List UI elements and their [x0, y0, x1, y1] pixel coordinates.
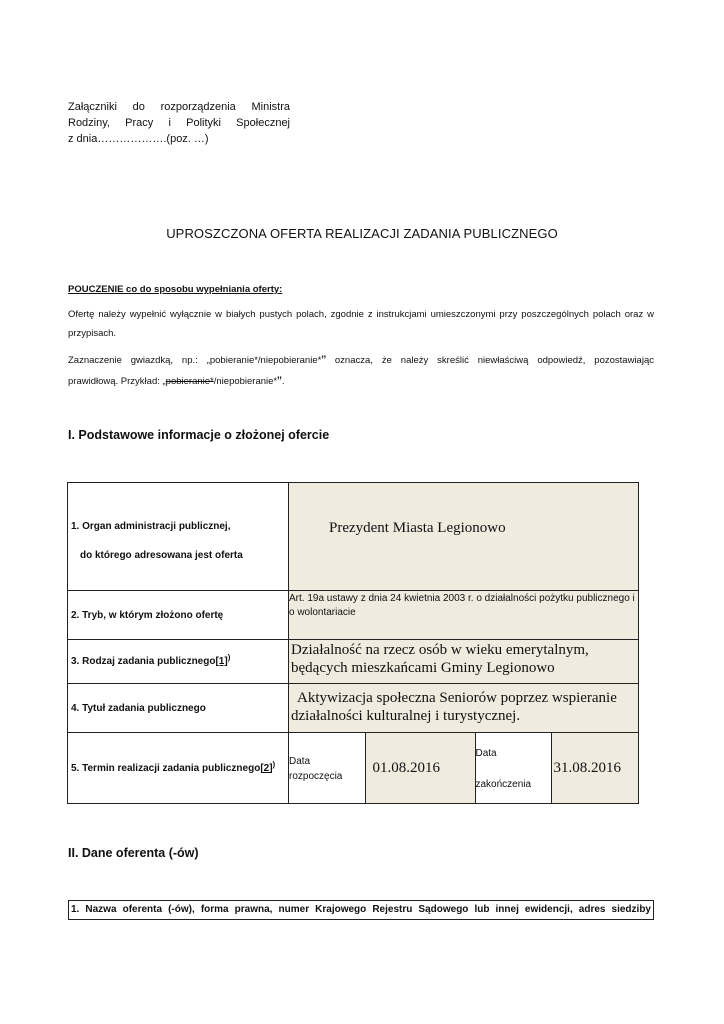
example-text-2: oznacza, że należy skreślić niewłaściwą odpowiedź, pozostawiając	[325, 355, 654, 366]
tytul-value-field[interactable]	[289, 684, 639, 733]
header-line-3: z dnia……………….(poz. …)	[68, 133, 209, 145]
oferent-name-row	[68, 900, 654, 920]
section-2-title: II. Dane oferenta (-ów)	[68, 846, 199, 860]
table-row-tytul	[68, 684, 639, 733]
table-row-tryb	[68, 591, 639, 640]
tytul-value: Aktywizacja społeczna Seniorów poprzez wspieranie działalności kulturalnej i turystycznej.	[291, 690, 617, 724]
footnote-marker-2: )	[272, 759, 276, 769]
organ-value: Prezydent Miasta Legionowo	[329, 520, 506, 536]
organ-value-field[interactable]	[289, 483, 639, 591]
organ-label-line-1: 1. Organ administracji publicznej,	[71, 520, 231, 532]
start-date-value: 01.08.2016	[372, 760, 440, 776]
rodzaj-label-text: 3. Rodzaj zadania publicznego	[71, 656, 216, 667]
regulation-header	[68, 99, 290, 147]
tryb-value: Art. 19a ustawy z dnia 24 kwietnia 2003 r. o działalności pożytku publicznego i o wolontariacie	[289, 593, 635, 618]
basic-info-table	[67, 482, 639, 804]
instructions-paragraph-2	[68, 349, 654, 391]
table-row-rodzaj	[68, 640, 639, 684]
header-line-2: Rodziny, Pracy i Polityki Społecznej	[68, 117, 290, 129]
oferent-name-label: 1. Nazwa oferenta (-ów), forma prawna, numer Krajowego Rejestru Sądowego lub innej ewidencji, adres siedziby	[71, 904, 651, 915]
tytul-label: 4. Tytuł zadania publicznego	[68, 684, 289, 733]
termin-dates-cell	[289, 733, 639, 804]
rodzaj-value: Działalność na rzecz osób w wieku emerytalnym, będących mieszkańcami Gminy Legionowo	[291, 642, 589, 676]
table-row-termin	[68, 733, 639, 804]
struck-example: pobieranie*	[165, 376, 214, 387]
start-date-label-1: Data	[289, 755, 311, 767]
rodzaj-value-field[interactable]	[289, 640, 639, 684]
closing-quote: ”	[321, 352, 326, 368]
end-date-label	[475, 733, 551, 803]
organ-label	[68, 483, 289, 591]
end-date-field[interactable]	[551, 733, 639, 803]
instructions-heading: POUCZENIE co do sposobu wypełniania oferty:	[68, 284, 283, 295]
footnote-link-2[interactable]: [2]	[260, 762, 273, 774]
instructions-paragraph-1-text: Ofertę należy wypełnić wyłącznie w białych pustych polach, zgodnie z instrukcjami umieszczonymi przy poszczególnych polach oraz w przypisach.	[68, 309, 654, 339]
tryb-label: 2. Tryb, w którym złożono ofertę	[68, 591, 289, 640]
section-1-title: I. Podstawowe informacje o złożonej ofercie	[68, 428, 330, 442]
document-title: UPROSZCZONA OFERTA REALIZACJI ZADANIA PUBLICZNEGO	[166, 226, 558, 241]
organ-label-line-2: do którego adresowana jest oferta	[80, 549, 243, 561]
footnote-marker-1: )	[227, 653, 231, 662]
start-date-label	[289, 733, 365, 803]
example-period: .	[281, 376, 285, 387]
termin-label-text: 5. Termin realizacji zadania publicznego	[71, 762, 261, 774]
end-date-label-2: zakończenia	[475, 778, 532, 790]
example-text-3: prawidłową. Przykład: „	[68, 376, 166, 387]
example-text-4: /niepobieranie*	[213, 376, 278, 387]
table-row-organ	[68, 483, 639, 591]
end-date-value: 31.08.2016	[553, 760, 621, 776]
termin-dates-table	[289, 733, 639, 803]
closing-quote-2: ”	[277, 373, 282, 389]
instructions-paragraph-2-line-2	[68, 370, 654, 391]
start-date-field[interactable]	[365, 733, 475, 803]
instructions-paragraph-1	[68, 305, 654, 343]
header-line-1: Załączniki do rozporządzenia Ministra	[68, 101, 290, 113]
example-text-1: Zaznaczenie gwiazdką, np.: „pobieranie*/niepobieranie*	[68, 355, 322, 366]
tryb-value-field[interactable]	[289, 591, 639, 640]
end-date-label-1: Data	[475, 747, 497, 759]
termin-label	[68, 733, 289, 804]
rodzaj-label	[68, 640, 289, 684]
footnote-link-1[interactable]: [1]	[215, 656, 228, 667]
start-date-label-2: rozpoczęcia	[289, 770, 343, 782]
instructions-paragraph-2-line-1	[68, 349, 654, 370]
